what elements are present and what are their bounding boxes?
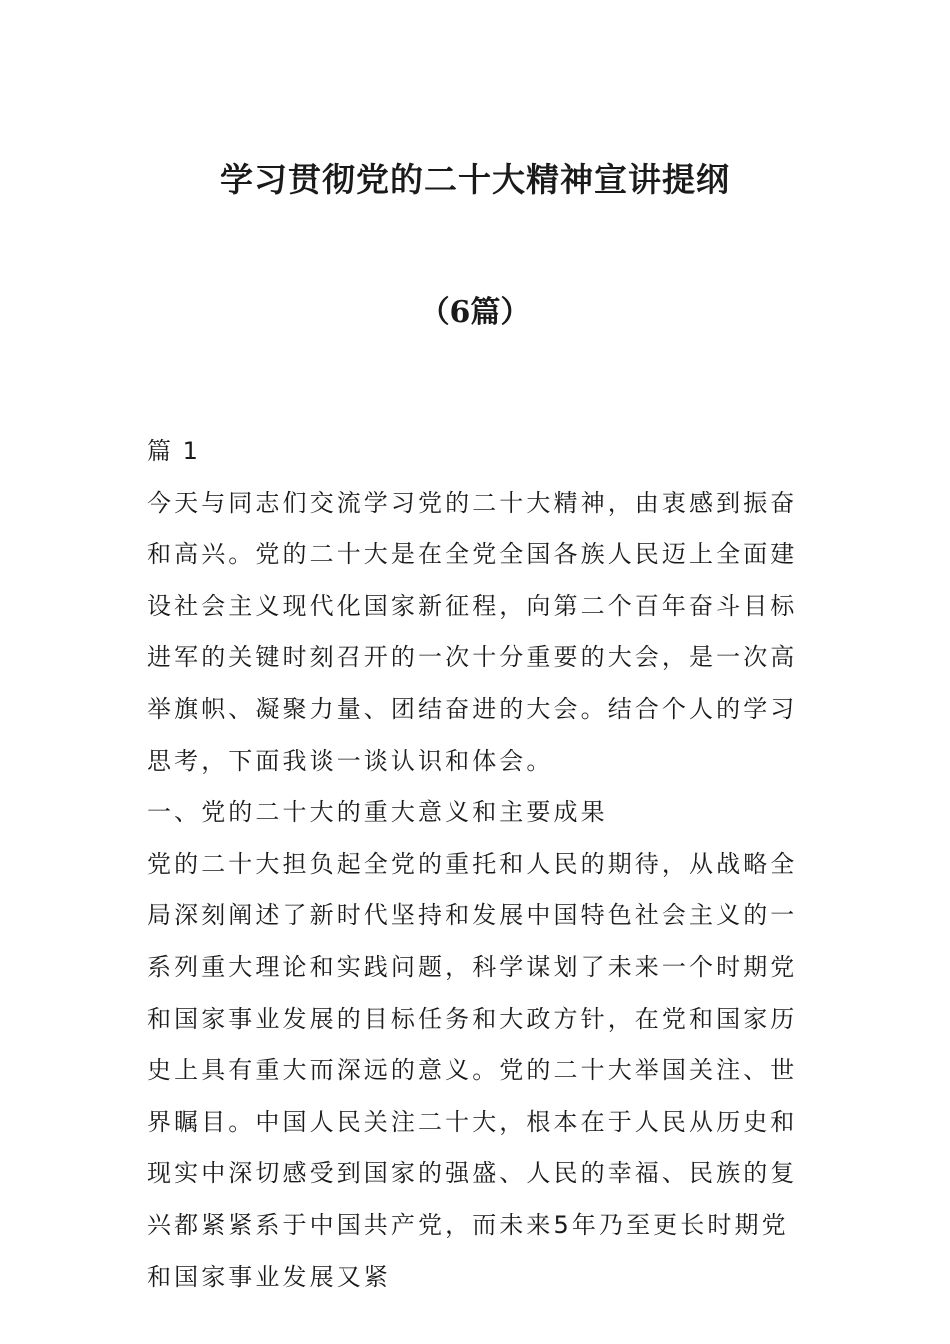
section-heading: 一、党的二十大的重大意义和主要成果 <box>147 798 608 827</box>
document-body <box>147 426 807 1303</box>
document-subtitle: （6篇） <box>419 295 531 330</box>
paragraph-significance: 党的二十大担负起全党的重托和人民的期待，从战略全局深刻阐述了新时代坚持和发展中国特色社会主义的一系列重大理论和实践问题，科学谋划了未来一个时期党和国家事业发展的目标任务和大政方针，在党和国家历史上具有重大而深远的意义。党的二十大举国关注、世界瞩目。中国人民关注二十大，根本在于人民从历史和现实中深切感受到国家的强盛、人民的幸福、民族的复兴都紧紧系于中国共产党，而未来5年乃至更长时期党和国家事业发展又紧 <box>147 849 798 1291</box>
paragraph-intro: 今天与同志们交流学习党的二十大精神，由衷感到振奋和高兴。党的二十大是在全党全国各族人民迈上全面建设社会主义现代化国家新征程，向第二个百年奋斗目标进军的关键时刻召开的一次十分重要的大会，是一次高举旗帜、凝聚力量、团结奋进的大会。结合个人的学习思考，下面我谈一谈认识和体会。 <box>147 488 798 775</box>
section-label: 篇 1 <box>147 437 200 465</box>
document-title: 学习贯彻党的二十大精神宣讲提纲 <box>220 160 730 199</box>
